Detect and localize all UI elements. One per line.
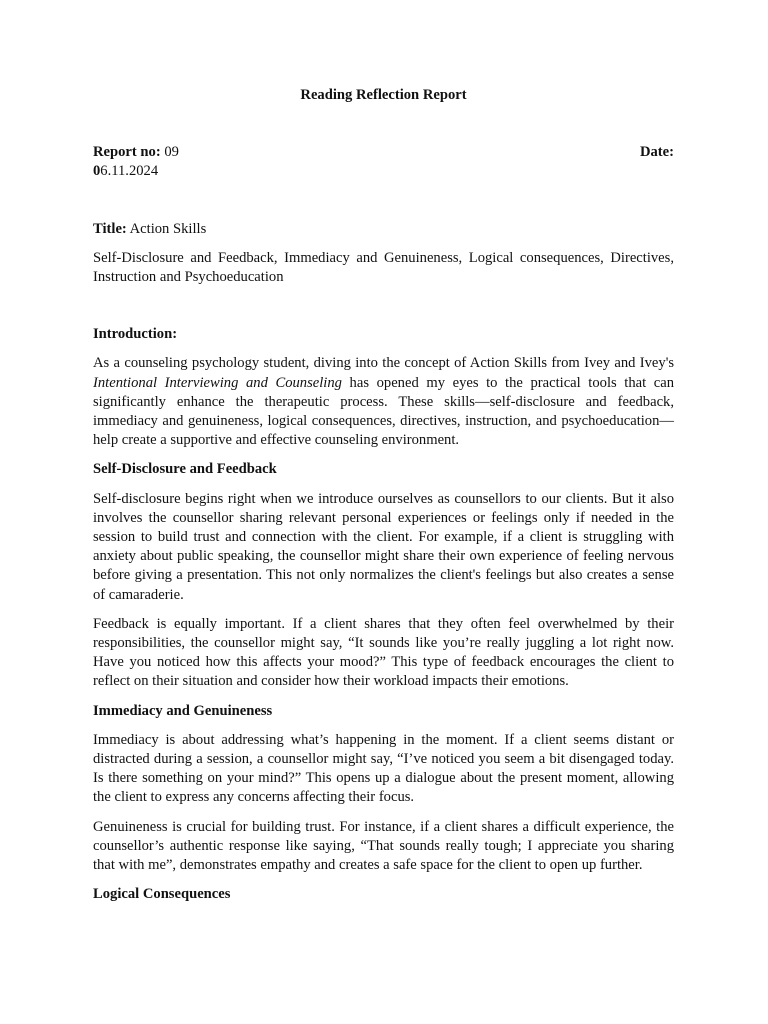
title-label: Title: bbox=[93, 220, 127, 237]
genuineness-paragraph: Genuineness is crucial for building trust. For instance, if a client shares a difficult experience, the counsellor’s authentic response like saying, “That sounds really tough; I appreciate you sharing that with me”, demonstrates empathy and creates a safe space for the client to open up further. bbox=[93, 818, 674, 874]
intro-text-start: As a counseling psychology student, diving into the concept of Action Skills from Ivey and Ivey's bbox=[93, 355, 674, 372]
topics-list: Self-Disclosure and Feedback, Immediacy and Genuineness, Logical consequences, Directives, Instruction and Psychoeducation bbox=[93, 249, 674, 286]
book-title: Intentional Interviewing and Counseling bbox=[93, 374, 342, 391]
date-value-first-digit: 0 bbox=[93, 163, 101, 180]
intro-text-end: has opened my eyes to the practical tools that can significantly enhance the therapeutic process. These skills—self-disclosure and feedback, immediacy and genuineness, logical consequences, directives, instruction, and psychoeducation—help create a supportive and effective counseling environment. bbox=[93, 374, 675, 449]
introduction-heading: Introduction: bbox=[93, 326, 178, 343]
report-number-label: Report no: bbox=[93, 144, 161, 161]
date-value bbox=[93, 162, 674, 181]
introduction-paragraph bbox=[93, 354, 674, 450]
self-disclosure-paragraph: Self-disclosure begins right when we introduce ourselves as counsellors to our clients. But it also involves the counsellor sharing relevant personal experiences or feelings only if needed in the session to build trust and connection with the client. For example, if a client is struggling with anxiety about public speaking, the counsellor might share their own experience of feeling nervous before giving a presentation. This not only normalizes the client's feelings but also creates a sense of camaraderie. bbox=[93, 490, 674, 603]
immediacy-heading: Immediacy and Genuineness bbox=[93, 702, 273, 719]
date-value-rest: 6.11.2024 bbox=[100, 163, 159, 180]
feedback-paragraph: Feedback is equally important. If a client shares that they often feel overwhelmed by their responsibilities, the counsellor might say, “It sounds like you’re really juggling a lot right now. Have you noticed how this affects your mood?” This type of feedback encourages the client to reflect on their situation and consider how their workload impacts their emotions. bbox=[93, 615, 674, 690]
report-meta bbox=[93, 143, 674, 181]
report-number-value: 09 bbox=[164, 144, 179, 161]
report-heading: Reading Reflection Report bbox=[300, 87, 467, 103]
title-value: Action Skills bbox=[129, 220, 207, 237]
immediacy-paragraph: Immediacy is about addressing what’s happening in the moment. If a client seems distant or distracted during a session, a counsellor might say, “I’ve noticed you seem a bit disengaged today. Is there something on your mind?” This opens up a dialogue about the present moment, allowing the client to express any concerns affecting their focus. bbox=[93, 731, 674, 806]
report-meta-line bbox=[93, 143, 674, 162]
logical-consequences-heading: Logical Consequences bbox=[93, 886, 231, 903]
report-title bbox=[93, 220, 674, 239]
self-disclosure-heading: Self-Disclosure and Feedback bbox=[93, 461, 277, 478]
report-number bbox=[93, 143, 179, 162]
document-body bbox=[93, 86, 674, 905]
date-label: Date: bbox=[639, 144, 674, 161]
